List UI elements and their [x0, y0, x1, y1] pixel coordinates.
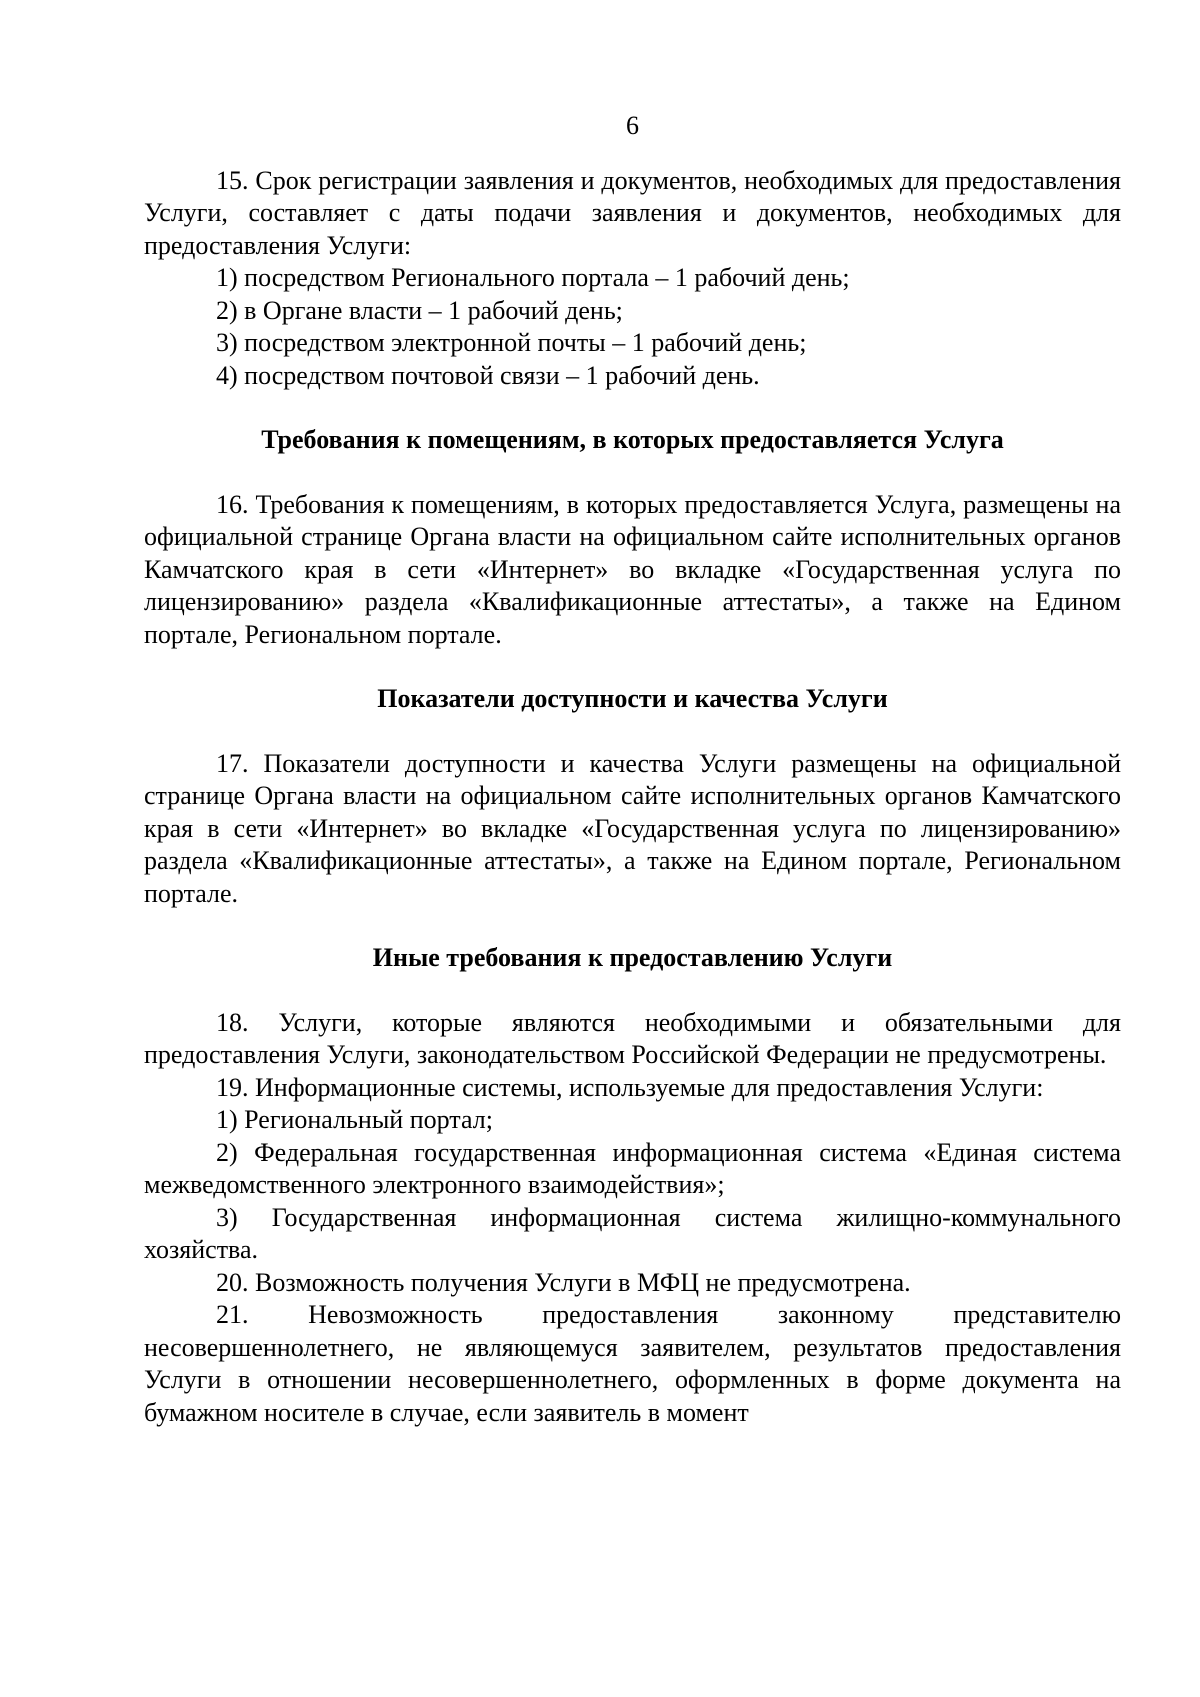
list-item-19-3: 3) Государственная информационная система жилищно-коммунального хозяйства.: [144, 1202, 1121, 1264]
paragraph-18: 18. Услуги, которые являются необходимыми и обязательными для предоставления Услуги, законодательством Российской Федерации не предусмотрены.: [144, 1007, 1121, 1069]
list-item-15-4: 4) посредством почтовой связи – 1 рабочий день.: [216, 360, 760, 390]
paragraph-16: 16. Требования к помещениям, в которых предоставляется Услуга, размещены на официальной странице Органа власти на официальном сайте исполнительных органов Камчатского края в сети «Интернет» во вкладке «Государственная услуга по лицензированию» раздела «Квалификационные аттестаты», а также на Едином портале, Региональном портале.: [144, 489, 1121, 649]
list-item-15-3: 3) посредством электронной почты – 1 рабочий день;: [216, 328, 807, 357]
paragraph-19: 19. Информационные системы, используемые для предоставления Услуги:: [216, 1072, 1044, 1102]
list-item-19-2: 2) Федеральная государственная информационная система «Единая система межведомственного электронного взаимодействия»;: [144, 1137, 1121, 1199]
heading-premises: Требования к помещениям, в которых предоставляется Услуга: [261, 425, 1004, 454]
page-number: 6: [626, 111, 639, 140]
paragraph-20: 20. Возможность получения Услуги в МФЦ не предусмотрена.: [216, 1267, 911, 1297]
heading-accessibility: Показатели доступности и качества Услуги: [377, 684, 888, 713]
list-item-19-1: 1) Региональный портал;: [216, 1105, 493, 1134]
list-item-15-2: 2) в Органе власти – 1 рабочий день;: [216, 295, 623, 325]
paragraph-15: 15. Срок регистрации заявления и документов, необходимых для предоставления Услуги, составляет с даты подачи заявления и документов, необходимых для предоставления Услуги:: [144, 165, 1121, 260]
paragraph-17: 17. Показатели доступности и качества Услуги размещены на официальной странице Органа власти на официальном сайте исполнительных органов Камчатского края в сети «Интернет» во вкладке «Государственная услуга по лицензированию» раздела «Квалификационные аттестаты», а также на Едином портале, Региональном портале.: [144, 748, 1121, 908]
paragraph-21: 21. Невозможность предоставления законному представителю несовершеннолетнего, не являющемуся заявителем, результатов предоставления Услуги в отношении несовершеннолетнего, оформленных в форме документа на бумажном носителе в случае, если заявитель в момент: [144, 1300, 1121, 1427]
heading-other-requirements: Иные требования к предоставлению Услуги: [372, 943, 893, 972]
document-page: [144, 110, 1121, 1429]
list-item-15-1: 1) посредством Регионального портала – 1 рабочий день;: [216, 263, 850, 292]
